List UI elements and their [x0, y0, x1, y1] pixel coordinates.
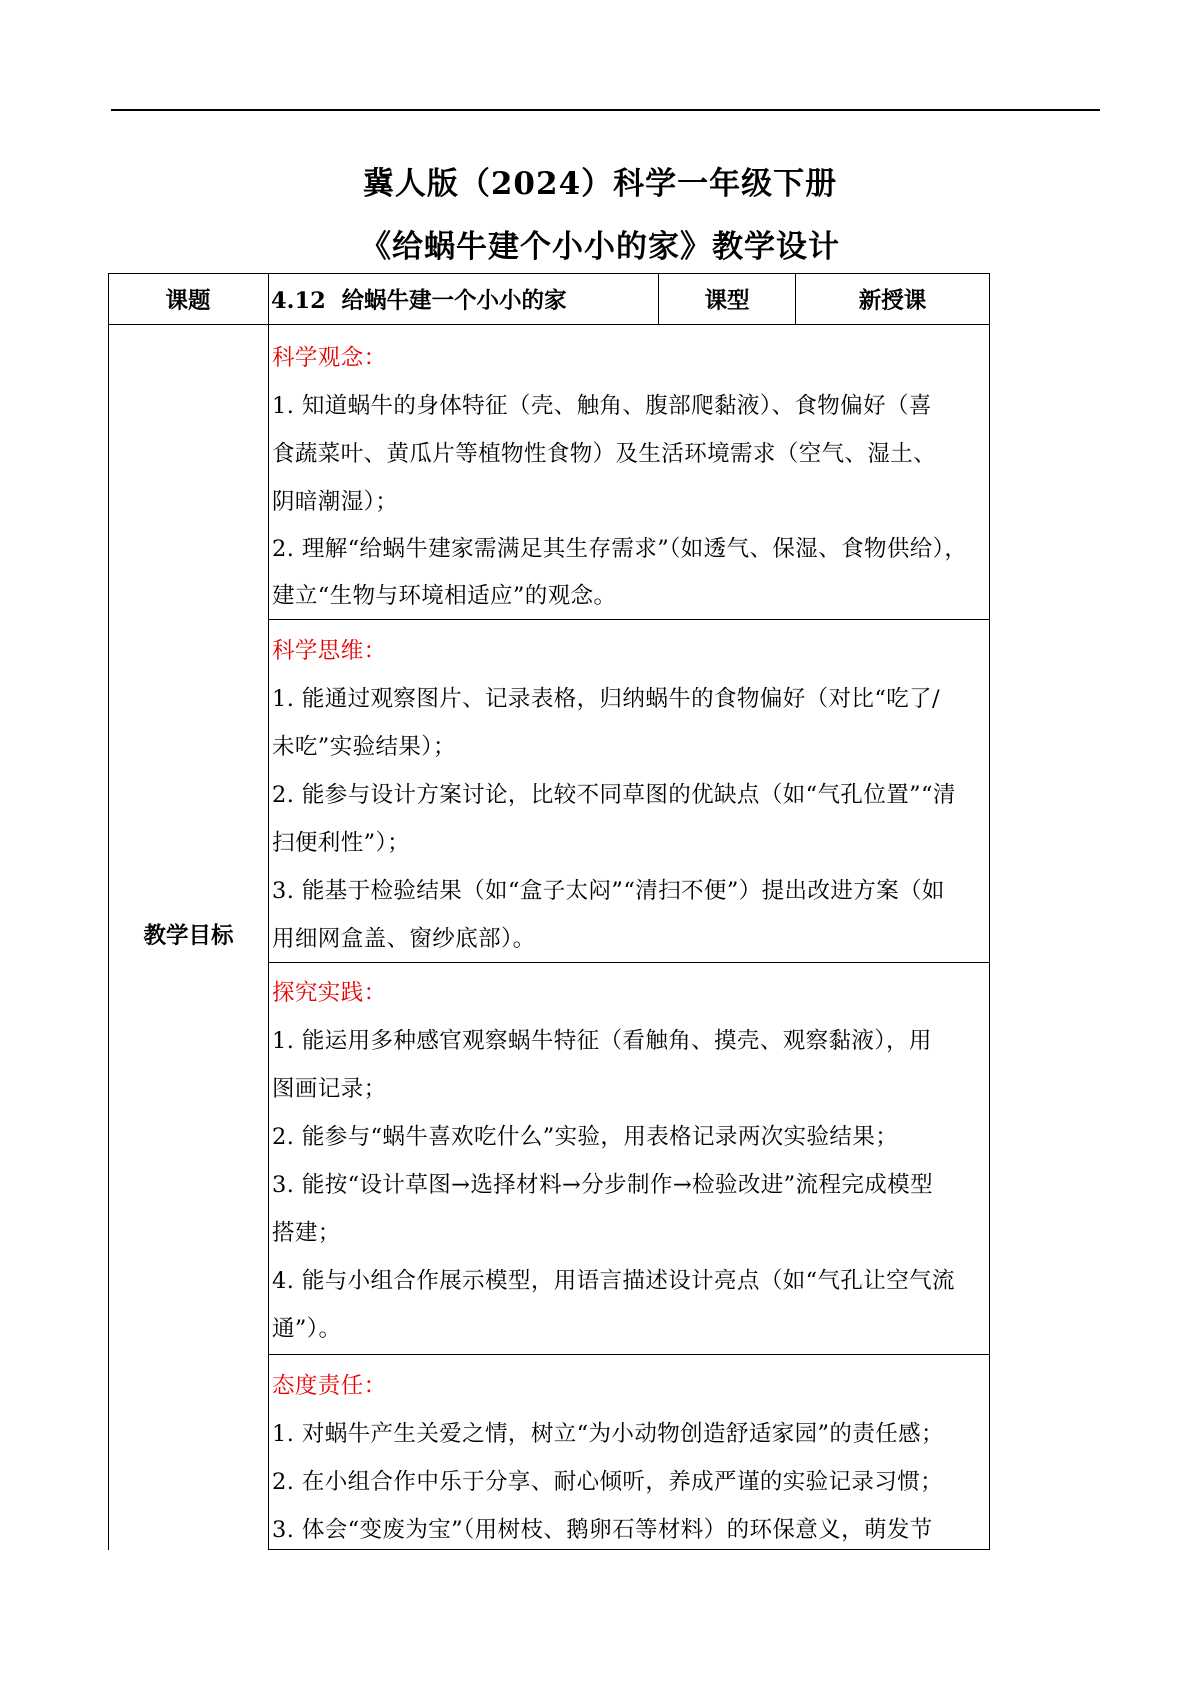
- section-line: 食蔬菜叶、黄瓜片等植物性食物）及生活环境需求（空气、湿土、: [272, 441, 937, 467]
- topic-label: 课题: [165, 287, 211, 314]
- topic-label-cell: [108, 273, 268, 324]
- section-heading: 科学观念：: [272, 345, 387, 371]
- section-line: 扫便利性”）；: [272, 830, 411, 856]
- topic-value: 4.12 给蜗牛建一个小小的家: [271, 287, 567, 314]
- section-scientific-concepts: [269, 324, 989, 619]
- section-line: 通”）。: [272, 1316, 342, 1342]
- document-subtitle: 《给蜗牛建个小小的家》教学设计: [360, 229, 840, 265]
- section-line: 3. 能按“设计草图→选择材料→分步制作→检验改进”流程完成模型: [272, 1172, 933, 1198]
- type-value: 新授课: [858, 287, 927, 314]
- section-line: 1. 能通过观察图片、记录表格，归纳蜗牛的食物偏好（对比“吃了/: [272, 686, 941, 712]
- section-heading: 态度责任：: [272, 1373, 387, 1399]
- section-line: 3. 能基于检验结果（如“盒子太闷”“清扫不便”）提出改进方案（如: [272, 878, 945, 904]
- section-line: 2. 理解“给蜗牛建家需满足其生存需求”（如透气、保湿、食物供给），: [272, 536, 968, 562]
- section-line: 2. 在小组合作中乐于分享、耐心倾听，养成严谨的实验记录习惯；: [272, 1469, 944, 1495]
- goals-label: 教学目标: [143, 923, 234, 949]
- section-heading: 科学思维：: [272, 638, 387, 664]
- section-line: 1. 知道蜗牛的身体特征（壳、触角、腹部爬黏液）、食物偏好（喜: [272, 393, 932, 419]
- section-line: 建立“生物与环境相适应”的观念。: [272, 583, 617, 609]
- section-scientific-thinking: [269, 619, 989, 962]
- section-line: 搭建；: [272, 1220, 341, 1246]
- section-line: 3. 体会“变废为宝”（用树枝、鹅卵石等材料）的环保意义，萌发节: [272, 1517, 933, 1543]
- topic-value-cell: [269, 273, 658, 324]
- section-line: 2. 能参与“蜗牛喜欢吃什么”实验，用表格记录两次实验结果；: [272, 1124, 899, 1150]
- type-label-cell: [659, 273, 795, 324]
- section-line: 1. 能运用多种感官观察蜗牛特征（看触角、摸壳、观察黏液），用: [272, 1028, 932, 1054]
- top-rule: [111, 109, 1100, 111]
- section-inquiry-practice: [269, 962, 989, 1354]
- table-bottom-partial: [268, 1549, 990, 1550]
- table-border-left: [108, 273, 109, 1550]
- document-title: 冀人版（2024）科学一年级下册: [362, 166, 838, 202]
- section-attitude-responsibility: [269, 1354, 989, 1549]
- type-label: 课型: [704, 287, 750, 314]
- section-line: 1. 对蜗牛产生关爱之情，树立“为小动物创造舒适家园”的责任感；: [272, 1421, 944, 1447]
- section-line: 未吃”实验结果）；: [272, 734, 456, 760]
- table-border-right: [989, 273, 990, 1549]
- section-line: 阴暗潮湿）；: [272, 489, 399, 515]
- type-value-cell: [796, 273, 989, 324]
- section-heading: 探究实践：: [272, 980, 387, 1006]
- section-line: 图画记录；: [272, 1076, 387, 1102]
- section-line: 4. 能与小组合作展示模型，用语言描述设计亮点（如“气孔让空气流: [272, 1268, 955, 1294]
- section-line: 用细网盒盖、窗纱底部）。: [272, 926, 536, 952]
- section-line: 2. 能参与设计方案讨论，比较不同草图的优缺点（如“气孔位置”“清: [272, 782, 956, 808]
